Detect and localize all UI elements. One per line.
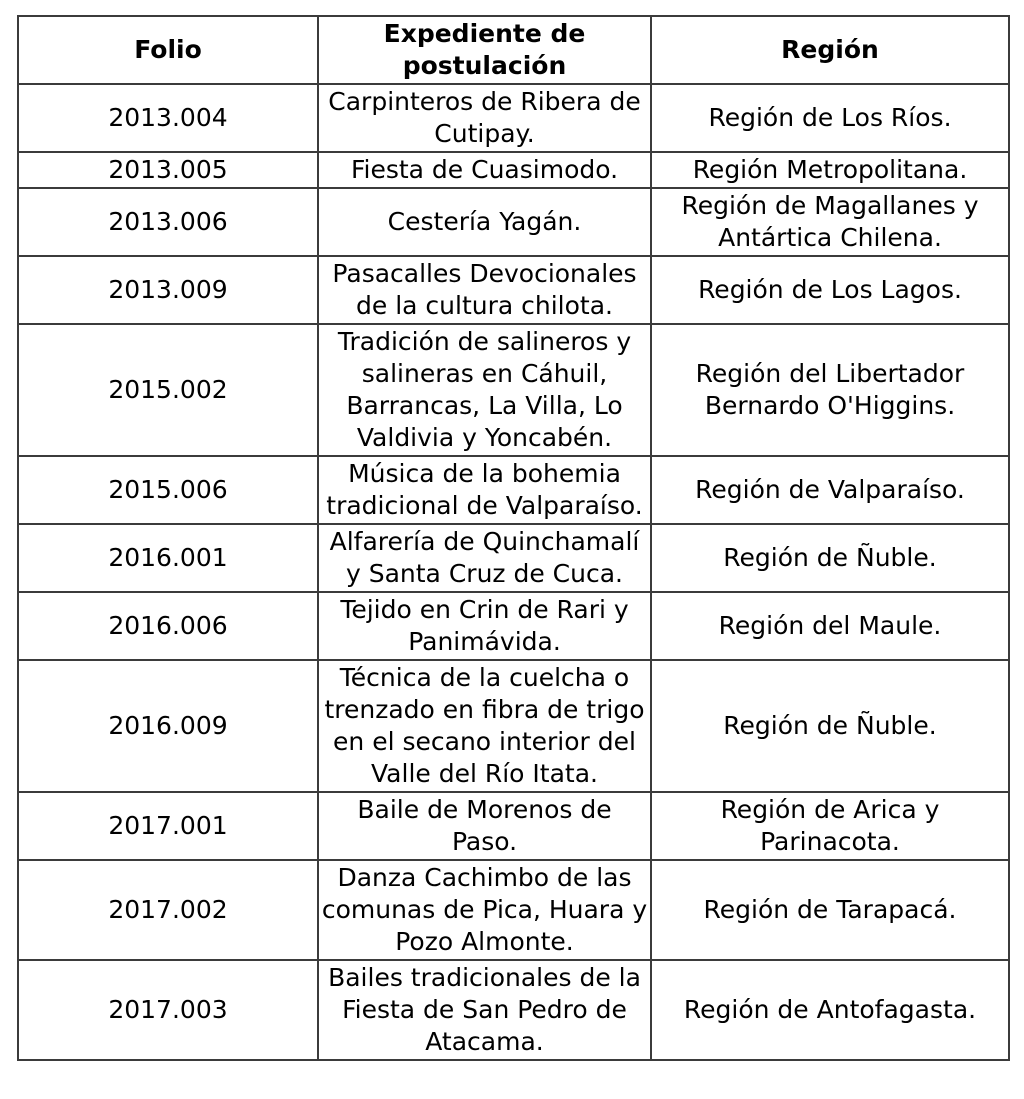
cell-region: Región Metropolitana. [651, 152, 1009, 188]
table-row [18, 792, 1009, 860]
cell-region: Región del Maule. [651, 592, 1009, 660]
cell-region: Región de Arica y Parinacota. [651, 792, 1009, 860]
table-row [18, 860, 1009, 960]
postulaciones-table [17, 15, 1010, 1061]
cell-folio: 2015.006 [18, 456, 318, 524]
cell-expediente: Tejido en Crin de Rari y Panimávida. [318, 592, 651, 660]
cell-folio: 2016.006 [18, 592, 318, 660]
cell-region: Región de Los Ríos. [651, 84, 1009, 152]
cell-expediente: Pasacalles Devocionales de la cultura chilota. [318, 256, 651, 324]
table-row [18, 324, 1009, 456]
cell-region: Región de Magallanes y Antártica Chilena. [651, 188, 1009, 256]
cell-folio: 2017.002 [18, 860, 318, 960]
cell-region: Región de Ñuble. [651, 524, 1009, 592]
cell-folio: 2013.005 [18, 152, 318, 188]
table-row [18, 960, 1009, 1060]
table-row [18, 84, 1009, 152]
cell-folio: 2016.001 [18, 524, 318, 592]
header-row [18, 16, 1009, 84]
cell-folio: 2017.001 [18, 792, 318, 860]
cell-folio: 2015.002 [18, 324, 318, 456]
table-row [18, 524, 1009, 592]
cell-region: Región del Libertador Bernardo O'Higgins. [651, 324, 1009, 456]
cell-region: Región de Tarapacá. [651, 860, 1009, 960]
cell-region: Región de Valparaíso. [651, 456, 1009, 524]
cell-expediente: Técnica de la cuelcha o trenzado en fibra de trigo en el secano interior del Valle del Río Itata. [318, 660, 651, 792]
cell-expediente: Carpinteros de Ribera de Cutipay. [318, 84, 651, 152]
cell-folio: 2013.006 [18, 188, 318, 256]
table-row [18, 256, 1009, 324]
cell-expediente: Cestería Yagán. [318, 188, 651, 256]
cell-expediente: Fiesta de Cuasimodo. [318, 152, 651, 188]
table-row [18, 188, 1009, 256]
column-header-region: Región [651, 16, 1009, 84]
cell-folio: 2013.004 [18, 84, 318, 152]
table-row [18, 456, 1009, 524]
cell-expediente: Alfarería de Quinchamalí y Santa Cruz de Cuca. [318, 524, 651, 592]
cell-expediente: Baile de Morenos de Paso. [318, 792, 651, 860]
cell-expediente: Música de la bohemia tradicional de Valparaíso. [318, 456, 651, 524]
cell-region: Región de Antofagasta. [651, 960, 1009, 1060]
cell-folio: 2017.003 [18, 960, 318, 1060]
cell-expediente: Tradición de salineros y salineras en Cáhuil, Barrancas, La Villa, Lo Valdivia y Yoncabén. [318, 324, 651, 456]
table-row [18, 592, 1009, 660]
table-row [18, 152, 1009, 188]
cell-folio: 2013.009 [18, 256, 318, 324]
cell-expediente: Bailes tradicionales de la Fiesta de San Pedro de Atacama. [318, 960, 651, 1060]
column-header-folio: Folio [18, 16, 318, 84]
cell-folio: 2016.009 [18, 660, 318, 792]
cell-region: Región de Los Lagos. [651, 256, 1009, 324]
table-row [18, 660, 1009, 792]
cell-expediente: Danza Cachimbo de las comunas de Pica, Huara y Pozo Almonte. [318, 860, 651, 960]
cell-region: Región de Ñuble. [651, 660, 1009, 792]
column-header-expediente: Expediente de postulación [318, 16, 651, 84]
